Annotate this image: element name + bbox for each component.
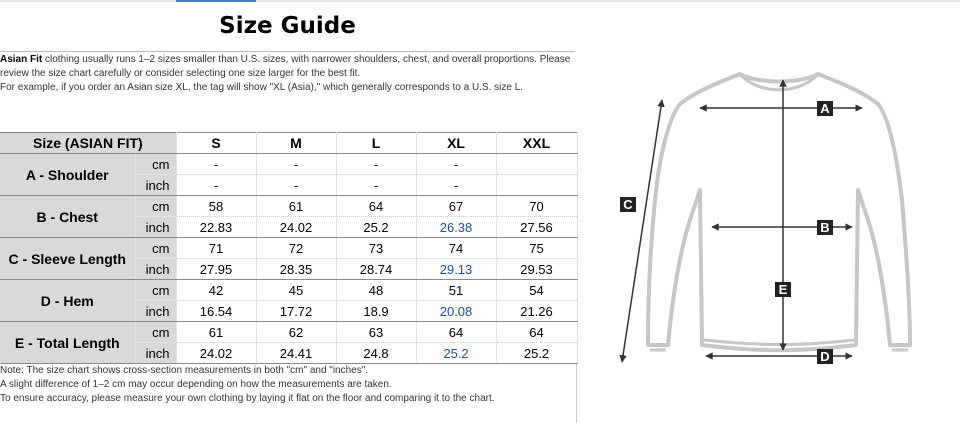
table-row [0, 280, 577, 301]
table-cell: 67 [416, 196, 496, 217]
unit-cm: cm [135, 238, 176, 259]
intro-line-3: For example, if you order an Asian size XL, the tag will show "XL (Asia)," which generally corresponds to a U.S. size L. [0, 82, 524, 93]
intro-text [0, 51, 575, 105]
table-cell: - [416, 154, 496, 175]
table-cell: 27.95 [176, 259, 256, 280]
top-divider [0, 0, 960, 2]
column-divider [576, 364, 577, 423]
table-cell: 25.2 [496, 343, 577, 364]
table-cell: - [256, 154, 336, 175]
table-cell: 64 [496, 322, 577, 343]
table-cell: 18.9 [336, 301, 416, 322]
measure-label-chest: B - Chest [0, 196, 135, 238]
table-cell: 42 [176, 280, 256, 301]
table-cell [496, 175, 577, 196]
note-line-1: Note: The size chart shows cross-section measurements in both "cm" and "inches". [0, 365, 369, 376]
table-row [0, 322, 577, 343]
size-notes [0, 364, 575, 406]
table-cell: 45 [256, 280, 336, 301]
size-header-s: S [176, 133, 256, 154]
table-cell: 24.02 [176, 343, 256, 364]
table-cell: 17.72 [256, 301, 336, 322]
table-cell: - [336, 154, 416, 175]
table-row [0, 196, 577, 217]
table-cell: 58 [176, 196, 256, 217]
table-cell: 25.2 [336, 217, 416, 238]
table-cell: 24.8 [336, 343, 416, 364]
unit-inch: inch [135, 343, 176, 364]
table-cell: 26.38 [416, 217, 496, 238]
size-header-xxl: XXL [496, 133, 577, 154]
table-cell: 22.83 [176, 217, 256, 238]
table-cell: 28.35 [256, 259, 336, 280]
label-d: D [820, 349, 830, 364]
measurement-diagram [605, 60, 960, 380]
label-b: B [820, 220, 830, 235]
table-cell: - [176, 154, 256, 175]
unit-cm: cm [135, 280, 176, 301]
table-cell: 16.54 [176, 301, 256, 322]
table-row [0, 154, 577, 175]
table-cell: 25.2 [416, 343, 496, 364]
table-cell: 75 [496, 238, 577, 259]
table-cell: 29.13 [416, 259, 496, 280]
table-cell [496, 154, 577, 175]
table-cell: 29.53 [496, 259, 577, 280]
label-c: C [623, 197, 633, 212]
intro-line-2: review the size chart carefully or consider selecting one size larger for the best fit. [0, 68, 361, 79]
measure-label-total-length: E - Total Length [0, 322, 135, 364]
note-line-3: To ensure accuracy, please measure your own clothing by laying it flat on the floor and comparing it to the chart. [0, 393, 495, 404]
unit-cm: cm [135, 322, 176, 343]
size-header-fit: Size (ASIAN FIT) [0, 133, 176, 154]
size-header-l: L [336, 133, 416, 154]
table-cell: 64 [336, 196, 416, 217]
table-cell: - [416, 175, 496, 196]
unit-inch: inch [135, 175, 176, 196]
label-a: A [820, 101, 830, 116]
size-header-m: M [256, 133, 336, 154]
unit-inch: inch [135, 217, 176, 238]
note-line-2: A slight difference of 1–2 cm may occur depending on how the measurements are taken. [0, 379, 392, 390]
table-cell: 51 [416, 280, 496, 301]
unit-inch: inch [135, 259, 176, 280]
table-cell: 62 [256, 322, 336, 343]
measure-label-shoulder: A - Shoulder [0, 154, 135, 196]
table-cell: 73 [336, 238, 416, 259]
table-cell: 20.08 [416, 301, 496, 322]
measure-label-hem: D - Hem [0, 280, 135, 322]
table-cell: 48 [336, 280, 416, 301]
label-e: E [778, 282, 788, 297]
size-table [0, 132, 578, 364]
active-tab-indicator [176, 0, 256, 2]
table-cell: 71 [176, 238, 256, 259]
table-cell: 21.26 [496, 301, 577, 322]
table-cell: - [336, 175, 416, 196]
measure-c-arrow [622, 100, 662, 362]
table-cell: 54 [496, 280, 577, 301]
asian-fit-label: Asian Fit [0, 54, 43, 65]
table-row [0, 238, 577, 259]
table-cell: 24.02 [256, 217, 336, 238]
intro-line-1: Asian Fit clothing usually runs 1–2 sizes smaller than U.S. sizes, with narrower shoulders, chest, and overall proportions. Please [0, 54, 571, 65]
unit-inch: inch [135, 301, 176, 322]
table-cell: 27.56 [496, 217, 577, 238]
page-title: Size Guide [219, 13, 356, 39]
table-cell: 74 [416, 238, 496, 259]
table-cell: 61 [176, 322, 256, 343]
table-cell: 24.41 [256, 343, 336, 364]
table-cell: - [256, 175, 336, 196]
unit-cm: cm [135, 154, 176, 175]
table-cell: - [176, 175, 256, 196]
size-header-xl: XL [416, 133, 496, 154]
table-cell: 72 [256, 238, 336, 259]
measure-label-sleeve: C - Sleeve Length [0, 238, 135, 280]
table-cell: 63 [336, 322, 416, 343]
unit-cm: cm [135, 196, 176, 217]
table-cell: 70 [496, 196, 577, 217]
table-cell: 61 [256, 196, 336, 217]
sweatshirt-outline [648, 74, 910, 350]
size-header-row [0, 133, 577, 154]
table-cell: 28.74 [336, 259, 416, 280]
table-cell: 64 [416, 322, 496, 343]
